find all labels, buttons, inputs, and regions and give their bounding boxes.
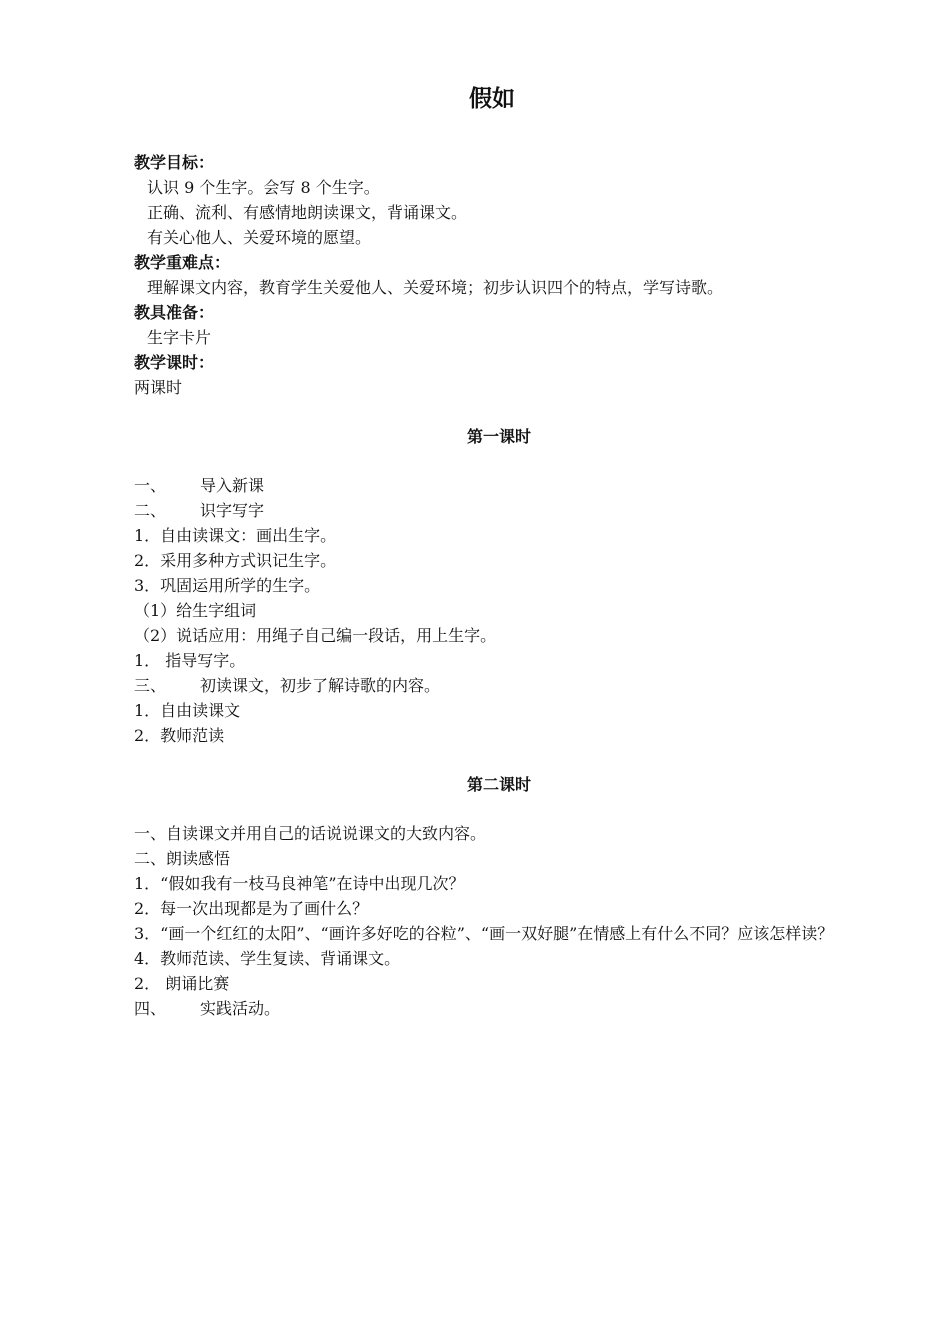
lesson2-item: 3．“画一个红红的太阳”、“画许多好吃的谷粒”、“画一双好腿”在情感上有什么不同？应该怎样读？ (134, 924, 834, 943)
key-points-text: 理解课文内容，教育学生关爱他人、关爱环境；初步认识四个的特点，学写诗歌。 (147, 278, 724, 297)
section-number: 三、 (134, 676, 167, 695)
lesson2-item: 2． 朗诵比赛 (134, 974, 230, 993)
section-text: 导入新课 (200, 476, 265, 495)
objective-item: 认识 9 个生字。会写 8 个生字。 (147, 178, 380, 197)
lesson1-item: （2）说话应用：用绳子自己编一段话，用上生字。 (134, 626, 497, 645)
lesson1-title: 第一课时 (466, 427, 531, 446)
lesson1-section (134, 473, 864, 498)
materials-text: 生字卡片 (147, 328, 212, 347)
lesson2-item: 1．“假如我有一枝马良神笔”在诗中出现几次？ (134, 874, 465, 893)
objective-item: 正确、流利、有感情地朗读课文，背诵课文。 (147, 203, 468, 222)
lesson1-item: 3．巩固运用所学的生字。 (134, 576, 321, 595)
section-number: 二、 (134, 501, 167, 520)
materials-heading: 教具准备： (134, 303, 215, 322)
section-number: 一、 (134, 476, 167, 495)
lesson1-item: 1．自由读课文：画出生字。 (134, 526, 337, 545)
objectives-heading: 教学目标： (134, 153, 215, 172)
key-points-heading: 教学重难点： (134, 253, 231, 272)
lesson1-item: （1）给生字组词 (134, 601, 257, 620)
lesson1-item: 2．采用多种方式识记生字。 (134, 551, 337, 570)
periods-heading: 教学课时： (134, 353, 215, 372)
lesson2-title: 第二课时 (466, 775, 531, 794)
section-text: 识字写字 (200, 501, 265, 520)
lesson1-item: 2．教师范读 (134, 726, 225, 745)
lesson2-section (134, 996, 864, 1021)
document-title: 假如 (469, 86, 515, 112)
lesson1-section (134, 498, 864, 523)
section-number: 四、 (134, 999, 167, 1018)
lesson1-section (134, 673, 864, 698)
lesson2-item: 2．每一次出现都是为了画什么？ (134, 899, 369, 918)
lesson1-item: 1．自由读课文 (134, 701, 241, 720)
section-text: 初读课文，初步了解诗歌的内容。 (200, 676, 441, 695)
lesson2-item: 二、朗读感悟 (134, 849, 231, 868)
lesson2-item: 4．教师范读、学生复读、背诵课文。 (134, 949, 401, 968)
lesson1-item: 1． 指导写字。 (134, 651, 246, 670)
lesson2-item: 一、自读课文并用自己的话说说课文的大致内容。 (134, 824, 487, 843)
section-text: 实践活动。 (200, 999, 281, 1018)
document-body (134, 150, 864, 1021)
objective-item: 有关心他人、关爱环境的愿望。 (147, 228, 372, 247)
periods-text: 两课时 (134, 378, 183, 397)
